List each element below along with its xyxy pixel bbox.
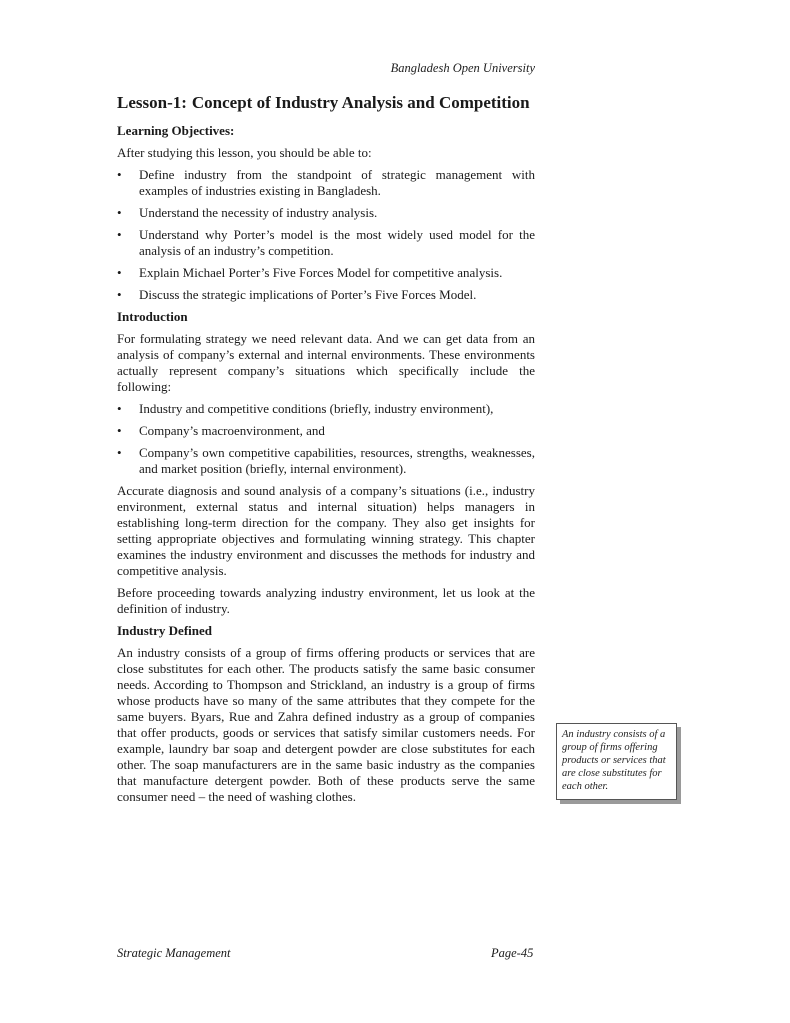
bullet-icon: • (117, 227, 122, 242)
list-item: • Define industry from the standpoint of strategic management with examples of industries existing in Bangladesh. (117, 167, 535, 198)
introduction-list (117, 401, 535, 477)
bullet-icon: • (117, 167, 122, 182)
list-item: • Understand why Porter’s model is the most widely used model for the analysis of an industry’s competition. (117, 227, 535, 258)
objectives-intro: After studying this lesson, you should be able to: (117, 145, 372, 160)
list-item: • Industry and competitive conditions (briefly, industry environment), (117, 401, 494, 416)
list-item: • Company’s macroenvironment, and (117, 423, 325, 438)
bullet-icon: • (117, 401, 122, 416)
lesson-title (117, 93, 535, 113)
footer-course-title: Strategic Management (117, 946, 231, 960)
industry-defined-heading: Industry Defined (117, 623, 212, 638)
objectives-heading: Learning Objectives: (117, 123, 235, 138)
bullet-icon: • (117, 205, 122, 220)
bullet-icon: • (117, 445, 122, 460)
list-item: • Understand the necessity of industry analysis. (117, 205, 378, 220)
introduction-heading: Introduction (117, 309, 188, 324)
main-content (117, 93, 535, 811)
list-item: • Discuss the strategic implications of Porter’s Five Forces Model. (117, 287, 477, 302)
introduction-paragraph-3: Before proceeding towards analyzing industry environment, let us look at the definition of industry. (117, 585, 535, 616)
list-item: • Company’s own competitive capabilities, resources, strengths, weaknesses, and market position (briefly, internal environment). (117, 445, 535, 476)
lesson-title-text: Concept of Industry Analysis and Competition (191, 93, 530, 112)
bullet-icon: • (117, 287, 122, 302)
lesson-number: Lesson-1: (117, 93, 187, 112)
running-header: Bangladesh Open University (390, 61, 535, 75)
footer-page-number: Page-45 (491, 946, 534, 960)
margin-note: An industry consists of a group of firms offering products or services that are close substitutes for each other. (556, 723, 677, 800)
objectives-list (117, 167, 535, 303)
bullet-icon: • (117, 265, 122, 280)
industry-defined-paragraph: An industry consists of a group of firms offering products or services that are close substitutes for each other. The products satisfy the same basic consumer needs. According to Thompson and Strickland, an industry is a group of firms whose products have so many of the same attributes that they compete for the same buyers. Byars, Rue and Zahra defined industry as a group of companies that offer products, goods or services that satisfy similar customers needs. For example, laundry bar soap and detergent powder are close substitutes for each other. The soap manufacturers are in the same basic industry as the companies that manufacture detergent powder. Both of these products serve the same consumer need – the need of washing clothes. (117, 645, 535, 804)
introduction-paragraph-2: Accurate diagnosis and sound analysis of a company’s situations (i.e., industry environment, external status and internal situation) helps managers in establishing long-term direction for the company. They also get insights for setting appropriate objectives and formulating winning strategy. This chapter examines the industry environment and discusses the methods for industry and competitive analysis. (117, 483, 535, 578)
bullet-icon: • (117, 423, 122, 438)
list-item: • Explain Michael Porter’s Five Forces Model for competitive analysis. (117, 265, 503, 280)
introduction-paragraph-1: For formulating strategy we need relevant data. And we can get data from an analysis of company’s external and internal environments. These environments actually represent company’s situations which specifically include the following: (117, 331, 535, 394)
